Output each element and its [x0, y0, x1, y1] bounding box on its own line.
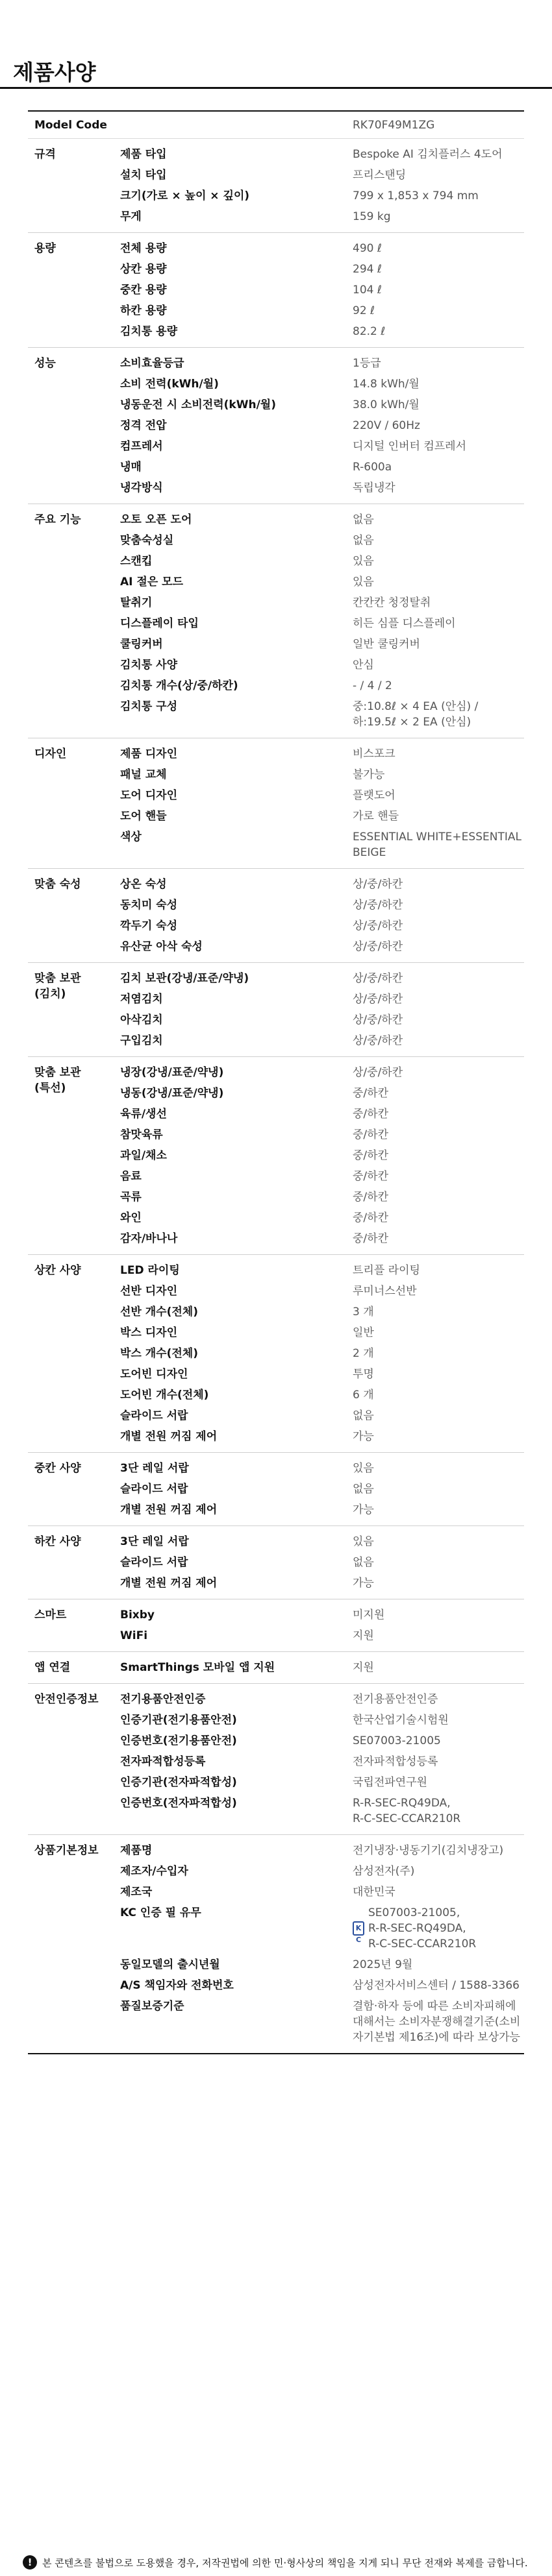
spec-row	[120, 634, 524, 655]
spec-value: 일반 쿨링커버	[353, 638, 420, 651]
spec-label: 냉장(강냉/표준/약냉)	[120, 1066, 224, 1079]
copyright-notice	[23, 2555, 528, 2570]
spec-row	[120, 1975, 524, 1996]
spec-label: 품질보증기준	[120, 2000, 184, 2013]
spec-label: 전자파적합성등록	[120, 1755, 206, 1768]
spec-value: 디지털 인버터 컴프레서	[353, 440, 467, 453]
spec-label: 음료	[120, 1170, 142, 1183]
spec-row	[120, 1625, 524, 1646]
spec-row	[120, 1793, 524, 1829]
spec-value: 삼성전자(주)	[353, 1865, 415, 1878]
spec-label: 도어 디자인	[120, 789, 178, 802]
spec-row	[120, 1996, 524, 2048]
spec-value: 중/하칸	[353, 1191, 388, 1204]
spec-value: 있음	[353, 1462, 374, 1475]
title-divider	[0, 87, 552, 89]
spec-row	[120, 1426, 524, 1447]
page-title: 제품사양	[13, 60, 96, 85]
spec-label: 참맛육류	[120, 1128, 163, 1141]
spec-row	[120, 551, 524, 572]
spec-row	[120, 764, 524, 785]
spec-label: 탈취기	[120, 596, 153, 609]
spec-label: 아삭김치	[120, 1014, 163, 1027]
spec-value: 가로 핸들	[353, 810, 399, 823]
spec-label: 컴프레서	[120, 440, 163, 453]
spec-label: 상온 숙성	[120, 878, 167, 891]
spec-label: 김치통 사양	[120, 659, 178, 672]
spec-row	[120, 1208, 524, 1228]
spec-category: 중칸 사양	[34, 1462, 81, 1475]
spec-value: 상/중/하칸	[353, 1066, 403, 1079]
spec-row	[120, 1458, 524, 1479]
spec-label: 패널 교체	[120, 768, 167, 781]
spec-row	[120, 874, 524, 895]
spec-value: SE07003-21005, R-R-SEC-RQ49DA, R-C-SEC-CCAR210R	[368, 1906, 477, 1950]
spec-value: 상/중/하칸	[353, 940, 403, 953]
spec-category: 맞춤 보관 (특선)	[34, 1066, 81, 1095]
spec-label: 제품명	[120, 1844, 153, 1857]
spec-row	[120, 936, 524, 957]
spec-row	[120, 1531, 524, 1552]
spec-row	[120, 1385, 524, 1405]
spec-group	[28, 1057, 524, 1255]
spec-value: SE07003-21005	[353, 1734, 441, 1747]
spec-row	[120, 1772, 524, 1793]
spec-category: 상칸 사양	[34, 1264, 81, 1277]
spec-label: 하칸 용량	[120, 304, 167, 317]
spec-label: 선반 디자인	[120, 1285, 178, 1298]
spec-label: 제품 디자인	[120, 747, 178, 760]
spec-group	[28, 1652, 524, 1684]
spec-value: 799 x 1,853 x 794 mm	[353, 189, 479, 202]
spec-category: 맞춤 숙성	[34, 878, 81, 891]
spec-category: 상품기본정보	[34, 1844, 99, 1857]
spec-label: 김치통 개수(상/중/하칸)	[120, 679, 238, 692]
spec-row	[120, 1010, 524, 1030]
spec-value: 루미너스선반	[353, 1285, 417, 1298]
spec-value: 상/중/하칸	[353, 972, 403, 985]
spec-category: 성능	[34, 357, 56, 370]
notice-text: 본 콘텐츠를 불법으로 도용했을 경우, 저작권법에 의한 민·형사상의 책임을 지게 되니 무단 전재와 복제를 금합니다.	[42, 2557, 528, 2569]
spec-group	[28, 1453, 524, 1526]
spec-row	[120, 436, 524, 457]
spec-value: 삼성전자서비스센터 / 1588-3366	[353, 1979, 520, 1992]
spec-label: 곡류	[120, 1191, 142, 1204]
spec-items	[120, 1605, 524, 1646]
spec-value: 104 ℓ	[353, 284, 382, 297]
spec-row	[120, 353, 524, 374]
spec-items	[120, 353, 524, 498]
spec-value: 국립전파연구원	[353, 1776, 427, 1789]
spec-items	[120, 968, 524, 1051]
spec-label: 상칸 용량	[120, 263, 167, 276]
spec-row	[120, 1030, 524, 1051]
spec-row	[120, 1062, 524, 1083]
spec-group	[28, 348, 524, 504]
spec-label: 중칸 용량	[120, 284, 167, 297]
spec-value: R-R-SEC-RQ49DA, R-C-SEC-CCAR210R	[353, 1797, 461, 1825]
spec-label: 도어빈 개수(전체)	[120, 1389, 209, 1402]
spec-row	[120, 478, 524, 498]
spec-row	[120, 1751, 524, 1772]
spec-value: 490 ℓ	[353, 242, 382, 255]
spec-label: 김치 보관(강냉/표준/약냉)	[120, 972, 249, 985]
spec-row	[120, 1228, 524, 1249]
spec-row	[120, 1861, 524, 1882]
spec-row	[120, 374, 524, 395]
spec-label: 개별 전원 꺼짐 제어	[120, 1503, 218, 1516]
spec-label: 전기용품안전인증	[120, 1693, 206, 1706]
spec-value: 있음	[353, 576, 374, 589]
spec-label: 도어 핸들	[120, 810, 167, 823]
spec-label: 도어빈 디자인	[120, 1368, 188, 1381]
spec-row	[120, 1145, 524, 1166]
spec-value: 비스포크	[353, 747, 395, 760]
spec-row	[120, 1364, 524, 1385]
spec-value: 있음	[353, 1535, 374, 1548]
spec-items	[120, 1260, 524, 1447]
spec-value: 가능	[353, 1577, 374, 1590]
spec-value: 1등급	[353, 357, 381, 370]
spec-category: 용량	[34, 242, 56, 255]
spec-row	[120, 1954, 524, 1975]
spec-label: 동치미 숙성	[120, 899, 178, 912]
spec-row	[120, 1166, 524, 1187]
spec-value: 지원	[353, 1661, 374, 1674]
spec-label: 저염김치	[120, 993, 163, 1006]
spec-row	[120, 300, 524, 321]
spec-value: 상/중/하칸	[353, 1034, 403, 1047]
spec-value: 프리스탠딩	[353, 169, 407, 182]
spec-value: R-600a	[353, 461, 392, 474]
spec-value: 중/하칸	[353, 1232, 388, 1245]
spec-label: 선반 개수(전체)	[120, 1306, 198, 1318]
spec-items	[120, 1657, 524, 1678]
spec-value: 결함·하자 등에 따른 소비자피해에 대해서는 소비자분쟁해결기준(소비자기본법 제16조)에 따라 보상가능	[353, 2000, 521, 2044]
spec-label: 와인	[120, 1211, 142, 1224]
spec-group	[28, 1255, 524, 1453]
spec-row	[120, 280, 524, 300]
spec-label: 인증기관(전자파적합성)	[120, 1776, 237, 1789]
spec-value: 6 개	[353, 1389, 374, 1402]
spec-row	[120, 395, 524, 415]
spec-row	[120, 827, 524, 863]
spec-value: 전기냉장·냉동기기(김치냉장고)	[353, 1844, 504, 1857]
spec-value: 전자파적합성등록	[353, 1755, 438, 1768]
spec-label: 전체 용량	[120, 242, 167, 255]
spec-row	[120, 238, 524, 259]
spec-items	[120, 1531, 524, 1594]
spec-value: 14.8 kWh/월	[353, 378, 420, 391]
spec-value: 안심	[353, 659, 374, 672]
spec-row	[120, 1500, 524, 1520]
spec-label: 냉각방식	[120, 481, 163, 494]
spec-label: 육류/생선	[120, 1108, 167, 1121]
spec-label: 제조국	[120, 1886, 153, 1899]
spec-row	[120, 696, 524, 733]
spec-row	[120, 968, 524, 989]
spec-row	[120, 655, 524, 675]
spec-row	[120, 806, 524, 827]
spec-label: 제품 타입	[120, 148, 167, 161]
spec-label: 구입김치	[120, 1034, 163, 1047]
spec-row	[120, 457, 524, 478]
spec-row	[120, 1260, 524, 1281]
spec-value: 상/중/하칸	[353, 899, 403, 912]
spec-value: 없음	[353, 1556, 374, 1569]
spec-label: 개별 전원 꺼짐 제어	[120, 1577, 218, 1590]
spec-label: SmartThings 모바일 앱 지원	[120, 1661, 275, 1674]
spec-label: 맞춤숙성실	[120, 534, 174, 547]
spec-row	[120, 1689, 524, 1710]
spec-label: AI 절은 모드	[120, 576, 184, 589]
spec-category: 하칸 사양	[34, 1535, 81, 1548]
spec-value: 미지원	[353, 1609, 385, 1622]
spec-row	[120, 144, 524, 165]
spec-label: 슬라이드 서랍	[120, 1409, 188, 1422]
spec-value: 독립냉각	[353, 481, 395, 494]
spec-value: 중/하칸	[353, 1108, 388, 1121]
exclamation-icon: !	[23, 2555, 37, 2570]
spec-items	[120, 1062, 524, 1249]
spec-value: - / 4 / 2	[353, 679, 392, 692]
spec-row	[120, 1124, 524, 1145]
spec-label: 3단 레일 서랍	[120, 1535, 189, 1548]
spec-value: 트리플 라이팅	[353, 1264, 420, 1277]
spec-label: 색상	[120, 831, 142, 844]
spec-row	[120, 1322, 524, 1343]
spec-value: 전기용품안전인증	[353, 1693, 438, 1706]
spec-row	[120, 1281, 524, 1302]
spec-value: 불가능	[353, 768, 385, 781]
spec-label: WiFi	[120, 1629, 148, 1642]
spec-label: 냉동운전 시 소비전력(kWh/월)	[120, 398, 276, 411]
spec-label: 과일/채소	[120, 1149, 167, 1162]
spec-label: 인증번호(전기용품안전)	[120, 1734, 237, 1747]
spec-category: 디자인	[34, 747, 67, 760]
spec-value: 중/하칸	[353, 1170, 388, 1183]
spec-value: 플랫도어	[353, 789, 395, 802]
spec-label: Bixby	[120, 1609, 155, 1622]
spec-row	[120, 1902, 524, 1954]
spec-value: Bespoke AI 김치플러스 4도어	[353, 148, 503, 161]
spec-row	[120, 186, 524, 206]
spec-label: 무게	[120, 210, 142, 223]
spec-value: 159 kg	[353, 210, 391, 223]
spec-value: 상/중/하칸	[353, 919, 403, 932]
spec-value: 상/중/하칸	[353, 1014, 403, 1027]
model-code-value: RK70F49M1ZG	[353, 118, 435, 132]
spec-row	[120, 592, 524, 613]
spec-row	[120, 165, 524, 186]
spec-row	[120, 989, 524, 1010]
spec-label: 동일모델의 출시년월	[120, 1958, 220, 1971]
spec-group	[28, 1684, 524, 1835]
spec-group	[28, 233, 524, 348]
spec-group	[28, 1835, 524, 2054]
spec-label: 박스 디자인	[120, 1326, 178, 1339]
spec-value: 중:10.8ℓ × 4 EA (안심) / 하:19.5ℓ × 2 EA (안심)	[353, 700, 479, 729]
spec-value: 중/하칸	[353, 1149, 388, 1162]
spec-value: 없음	[353, 1483, 374, 1496]
spec-value: 투명	[353, 1368, 374, 1381]
spec-value: 중/하칸	[353, 1087, 388, 1100]
spec-row	[120, 415, 524, 436]
spec-row	[120, 1104, 524, 1124]
spec-label: 설치 타입	[120, 169, 167, 182]
spec-label: 인증기관(전기용품안전)	[120, 1714, 237, 1727]
spec-label: 김치통 구성	[120, 700, 178, 713]
spec-label: 소비 전력(kWh/월)	[120, 378, 219, 391]
spec-label: 정격 전압	[120, 419, 167, 432]
spec-label: LED 라이팅	[120, 1264, 180, 1277]
kc-mark-icon: KC	[353, 1921, 364, 1936]
spec-value: 일반	[353, 1326, 374, 1339]
spec-value: 없음	[353, 513, 374, 526]
spec-items	[120, 144, 524, 227]
spec-row	[120, 916, 524, 936]
spec-category: 주요 기능	[34, 513, 81, 526]
spec-value: 칸칸칸 청정탈취	[353, 596, 431, 609]
spec-label: 슬라이드 서랍	[120, 1483, 188, 1496]
spec-row	[120, 1552, 524, 1573]
spec-row	[120, 1187, 524, 1208]
spec-row	[120, 1573, 524, 1594]
spec-row	[120, 1479, 524, 1500]
spec-label: 박스 개수(전체)	[120, 1347, 198, 1360]
model-code-row	[28, 110, 524, 139]
spec-label: 디스플레이 타입	[120, 617, 199, 630]
spec-value: 2 개	[353, 1347, 374, 1360]
spec-group	[28, 738, 524, 869]
spec-category: 안전인증정보	[34, 1693, 99, 1706]
spec-items	[120, 1689, 524, 1829]
spec-category: 스마트	[34, 1609, 67, 1622]
spec-value: 220V / 60Hz	[353, 419, 420, 432]
spec-label: 오토 오픈 도어	[120, 513, 192, 526]
spec-value: 없음	[353, 534, 374, 547]
spec-row	[120, 530, 524, 551]
spec-row	[120, 613, 524, 634]
spec-row	[120, 572, 524, 592]
spec-row	[120, 744, 524, 764]
spec-value: 한국산업기술시험원	[353, 1714, 449, 1727]
spec-items	[120, 744, 524, 863]
spec-value: 있음	[353, 555, 374, 568]
spec-value: 가능	[353, 1503, 374, 1516]
spec-items	[120, 238, 524, 342]
spec-category: 앱 연결	[34, 1661, 71, 1674]
spec-category: 규격	[34, 148, 56, 161]
spec-row	[120, 1605, 524, 1625]
spec-value: 가능	[353, 1430, 374, 1443]
spec-label: 김치통 용량	[120, 325, 178, 338]
spec-row	[120, 1343, 524, 1364]
spec-items	[120, 509, 524, 733]
spec-label: 크기(가로 × 높이 × 깊이)	[120, 189, 250, 202]
spec-label: 슬라이드 서랍	[120, 1556, 188, 1569]
spec-label: 제조자/수입자	[120, 1865, 188, 1878]
spec-label: 깍두기 숙성	[120, 919, 178, 932]
spec-group	[28, 963, 524, 1057]
spec-label: 소비효율등급	[120, 357, 184, 370]
spec-value: 지원	[353, 1629, 374, 1642]
spec-label: 인증번호(전자파적합성)	[120, 1797, 237, 1810]
spec-row	[120, 1882, 524, 1902]
spec-value: 상/중/하칸	[353, 878, 403, 891]
spec-value: 82.2 ℓ	[353, 325, 386, 338]
spec-value: 대한민국	[353, 1886, 395, 1899]
spec-row	[120, 1657, 524, 1678]
spec-groups	[28, 139, 524, 2054]
spec-value: ESSENTIAL WHITE+ESSENTIAL BEIGE	[353, 831, 521, 859]
spec-row	[120, 206, 524, 227]
spec-label: 냉매	[120, 461, 142, 474]
spec-label: A/S 책임자와 전화번호	[120, 1979, 234, 1992]
spec-row	[120, 1840, 524, 1861]
kc-value	[353, 1902, 524, 1954]
spec-row	[120, 1302, 524, 1322]
spec-value: 2025년 9월	[353, 1958, 413, 1971]
spec-table	[28, 110, 524, 2054]
spec-label: 쿨링커버	[120, 638, 163, 651]
spec-group	[28, 139, 524, 233]
spec-label: 3단 레일 서랍	[120, 1462, 189, 1475]
spec-row	[120, 259, 524, 280]
spec-value: 중/하칸	[353, 1211, 388, 1224]
spec-row	[120, 895, 524, 916]
spec-label: 냉동(강냉/표준/약냉)	[120, 1087, 224, 1100]
spec-label: KC 인증 필 유무	[120, 1906, 201, 1919]
spec-value: 294 ℓ	[353, 263, 382, 276]
spec-label: 감자/바나나	[120, 1232, 178, 1245]
spec-row	[120, 1731, 524, 1751]
spec-row	[120, 1710, 524, 1731]
model-code-label: Model Code	[34, 118, 107, 132]
spec-row	[120, 1405, 524, 1426]
spec-value: 상/중/하칸	[353, 993, 403, 1006]
spec-value: 92 ℓ	[353, 304, 375, 317]
spec-items	[120, 1458, 524, 1520]
spec-row	[120, 509, 524, 530]
spec-row	[120, 1083, 524, 1104]
spec-group	[28, 1599, 524, 1652]
spec-label: 스캔킵	[120, 555, 153, 568]
spec-label: 개별 전원 꺼짐 제어	[120, 1430, 218, 1443]
spec-value: 히든 심플 디스플레이	[353, 617, 456, 630]
spec-group	[28, 1526, 524, 1599]
spec-category: 맞춤 보관 (김치)	[34, 972, 81, 1001]
spec-items	[120, 874, 524, 957]
spec-value: 38.0 kWh/월	[353, 398, 420, 411]
spec-group	[28, 504, 524, 738]
spec-group	[28, 869, 524, 963]
spec-label: 유산균 아삭 숙성	[120, 940, 203, 953]
spec-row	[120, 785, 524, 806]
spec-value: 3 개	[353, 1306, 374, 1318]
spec-value: 중/하칸	[353, 1128, 388, 1141]
spec-row	[120, 675, 524, 696]
spec-row	[120, 321, 524, 342]
spec-value: 없음	[353, 1409, 374, 1422]
spec-items	[120, 1840, 524, 2048]
